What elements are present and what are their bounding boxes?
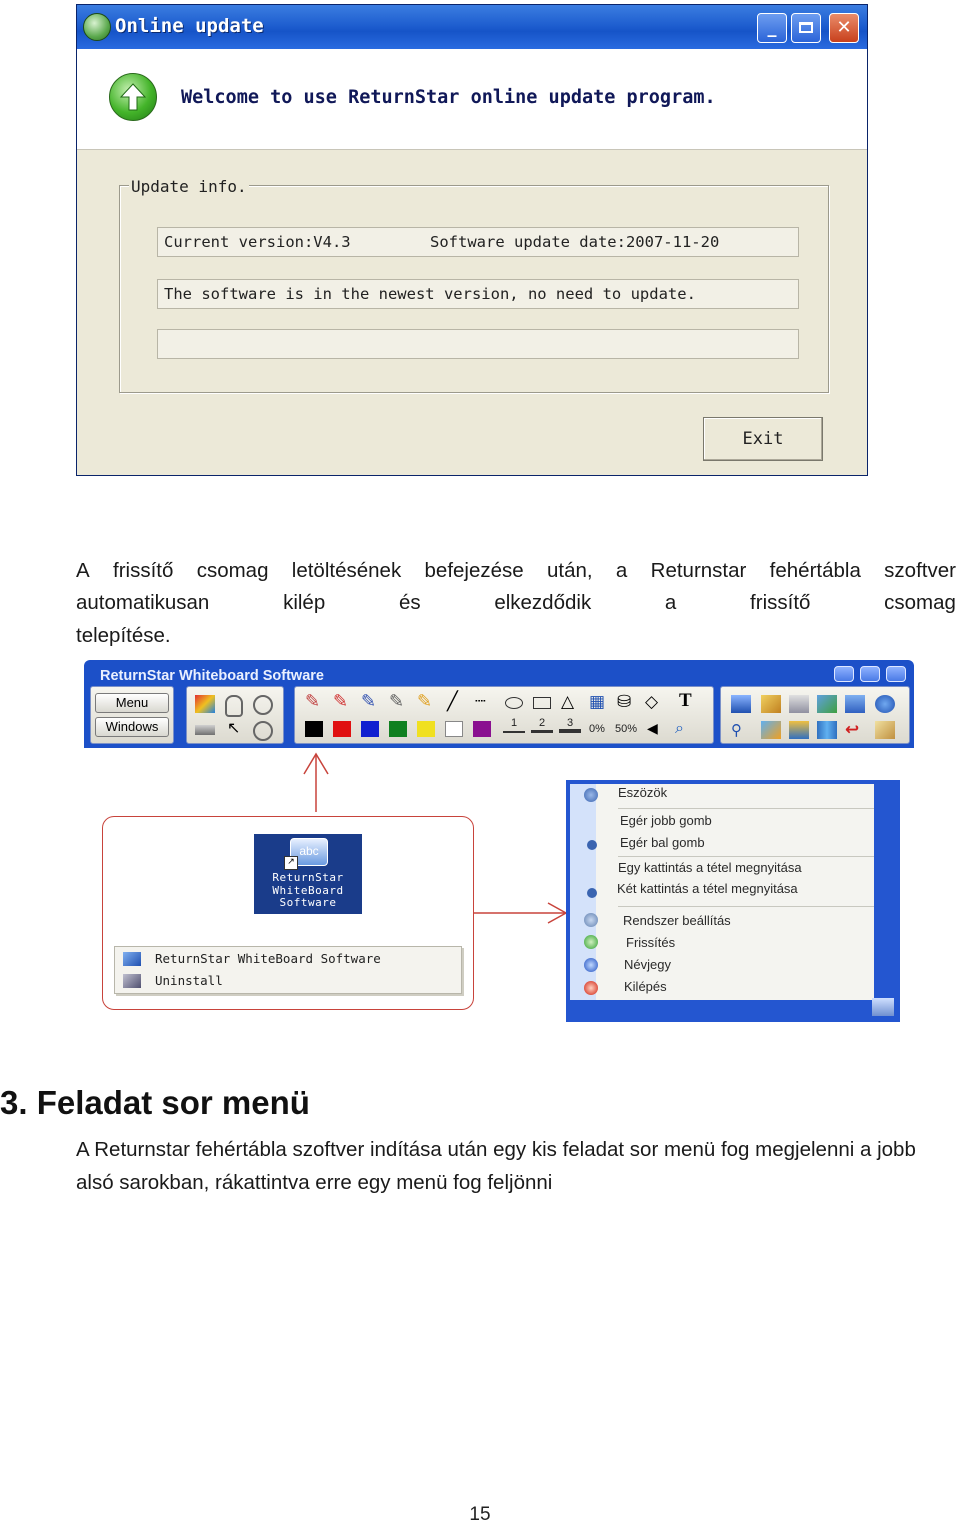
back-arrow-icon[interactable]: ↩ [845,720,860,740]
word: fehértábla [769,559,861,582]
menu-button[interactable]: Menu [95,693,169,713]
update-info-label: Update info. [131,177,247,196]
word: kilép [283,591,326,614]
word: befejezése [424,559,524,582]
settings-icon [584,913,598,927]
radio-selected-icon [587,888,597,898]
exit-icon [584,981,598,995]
fill-icon[interactable]: ⛁ [617,692,632,712]
toolbar-title: ReturnStar Whiteboard Software [100,668,324,684]
word: csomag [196,559,269,582]
eraser-tool-icon[interactable]: ◇ [645,692,659,712]
section-paragraph-line1: A Returnstar fehértábla szoftver indítása után egy kis feladat sor menü fog megjelenni a jobb [76,1138,916,1161]
start-menu-uninstall[interactable]: Uninstall [155,973,223,988]
speaker-icon[interactable]: ◀ [647,721,658,737]
tools-icon [584,788,598,802]
menu-separator [618,906,874,907]
word: szoftver [884,559,956,582]
word: elkezdődik [494,591,592,614]
pen-icon[interactable]: ✎ [305,691,321,712]
menu-item-right-button[interactable]: Egér jobb gomb [620,813,712,828]
word: Returnstar [650,559,747,582]
icon-label-line: WhiteBoard [272,883,344,897]
text-tool-icon[interactable]: T [679,690,692,711]
line-width-3[interactable]: 3 [567,717,574,729]
refresh-icon [584,935,598,949]
menu-item-exit[interactable]: Kilépés [624,979,667,994]
taskbar-context-menu [566,780,900,1022]
uninstall-icon [123,974,141,988]
marker-icon[interactable]: ✎ [361,691,377,712]
close-icon: ✕ [836,17,852,38]
exit-button[interactable]: Exit [703,417,823,461]
desktop-icon-label [258,872,358,910]
highlighter-icon[interactable]: ✎ [417,691,433,712]
icon-label-line: ReturnStar [272,871,344,884]
menu-item-single-click[interactable]: Egy kattintás a tétel megnyitása [618,860,802,875]
zoom-50[interactable]: 50% [615,723,638,735]
menu-item-double-click[interactable]: Két kattintás a tétel megnyitása [617,881,798,896]
dashed-line-icon[interactable]: ┈ [475,691,486,712]
start-menu-folder [114,946,462,994]
program-icon [123,952,141,966]
welcome-message: Welcome to use ReturnStar online update program. [181,87,716,108]
word: frissítő [750,591,811,614]
status-message: The software is in the newest version, no need to update. [164,285,696,303]
chalk-icon[interactable]: ✎ [389,691,405,712]
page-number: 15 [469,1504,491,1525]
tray-icon[interactable] [872,998,894,1016]
menu-item-about[interactable]: Névjegy [624,957,671,972]
word: automatikusan [76,591,210,614]
line-width-2[interactable]: 2 [539,717,546,729]
search-icon[interactable]: ⚲ [731,721,742,739]
word: A [76,559,90,582]
minimize-icon: _ [767,17,777,38]
word: a [615,559,628,582]
triangle-icon[interactable]: △ [561,692,575,712]
paragraph1-line3: telepítése. [76,624,171,647]
magnifier-icon[interactable]: ⌕ [675,718,684,737]
menu-separator [618,808,874,809]
section-paragraph-line2: alsó sarokban, rákattintva erre egy menü fog feljönni [76,1171,553,1194]
radio-selected-icon [587,840,597,850]
line-width-1[interactable]: 1 [511,717,518,729]
current-version: Current version:V4.3 [164,233,351,251]
pointer-icon[interactable]: ↖ [227,718,241,737]
menu-item-update[interactable]: Frissítés [626,935,676,950]
word: csomag [884,591,956,614]
shortcut-arrow-icon: ↗ [284,856,298,870]
update-date: Software update date:2007-11-20 [430,233,720,251]
word: frissítő [113,559,174,582]
zoom-0[interactable]: 0% [589,723,605,735]
menu-item-left-button[interactable]: Egér bal gomb [620,835,705,850]
word: a [664,591,677,614]
menu-item-settings[interactable]: Rendszer beállítás [623,913,731,928]
line-icon[interactable]: ╱ [447,691,458,712]
menu-separator [618,856,874,857]
start-menu-program[interactable]: ReturnStar WhiteBoard Software [155,951,381,966]
table-icon[interactable]: ▦ [589,692,606,712]
word: után, [547,559,593,582]
brush-icon[interactable]: ✎ [333,691,349,712]
section-title: 3. Feladat sor menü [0,1084,310,1121]
windows-button[interactable]: Windows [95,717,169,737]
word: letöltésének [291,559,402,582]
menu-item-tools[interactable]: Eszözök [618,785,668,800]
word: és [398,591,421,614]
icon-label-line: Software [279,896,337,909]
abc-board-icon: abc [290,838,328,866]
window-title: Online update [115,15,264,37]
help-icon [584,958,598,972]
